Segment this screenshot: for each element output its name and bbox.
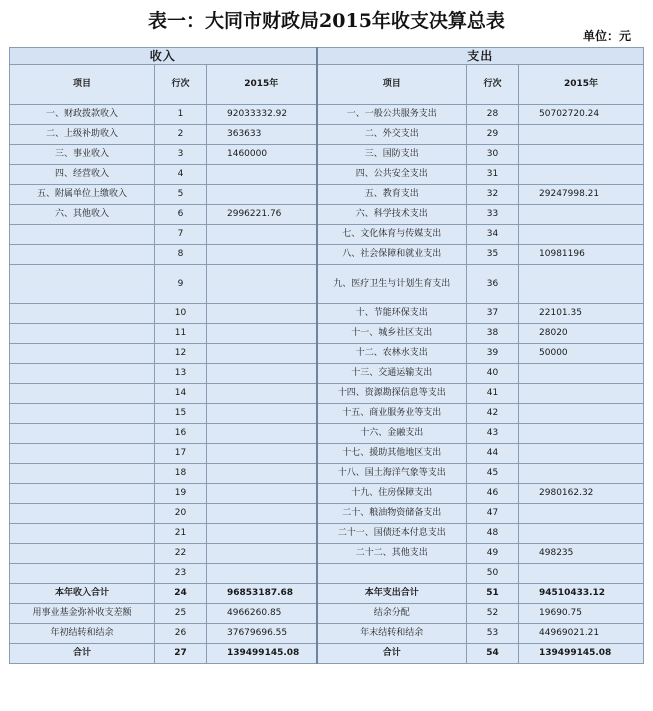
table-body <box>10 105 644 664</box>
income-row-no: 9 <box>155 265 207 304</box>
table-row <box>10 304 644 324</box>
income-value <box>207 524 317 544</box>
income-item <box>10 444 155 464</box>
total-expense-item: 合计 <box>317 644 467 664</box>
expense-item: 六、科学技术支出 <box>317 205 467 225</box>
income-row-no: 16 <box>155 424 207 444</box>
income-item <box>10 225 155 245</box>
table-row <box>10 105 644 125</box>
income-value <box>207 444 317 464</box>
expense-row-no: 33 <box>467 205 519 225</box>
expense-value <box>519 444 644 464</box>
total-expense-item: 结余分配 <box>317 604 467 624</box>
income-row-no: 7 <box>155 225 207 245</box>
expense-value <box>519 225 644 245</box>
income-row-no: 4 <box>155 165 207 185</box>
expense-item: 十二、农林水支出 <box>317 344 467 364</box>
expense-item: 九、医疗卫生与计划生育支出 <box>317 265 467 304</box>
total-expense-item: 年末结转和结余 <box>317 624 467 644</box>
table-row <box>10 464 644 484</box>
total-income-value: 4966260.85 <box>207 604 317 624</box>
income-row-no: 20 <box>155 504 207 524</box>
expense-item: 二十一、国债还本付息支出 <box>317 524 467 544</box>
income-item <box>10 404 155 424</box>
expense-row-no: 43 <box>467 424 519 444</box>
expense-row-no: 30 <box>467 145 519 165</box>
expense-item: 二十、粮油物资储备支出 <box>317 504 467 524</box>
total-income-row-no: 25 <box>155 604 207 624</box>
expense-item: 十一、城乡社区支出 <box>317 324 467 344</box>
income-item <box>10 324 155 344</box>
expense-item: 十七、援助其他地区支出 <box>317 444 467 464</box>
income-row-no: 22 <box>155 544 207 564</box>
table-row <box>10 444 644 464</box>
expense-item: 二十二、其他支出 <box>317 544 467 564</box>
expense-item: 二、外交支出 <box>317 125 467 145</box>
total-income-value: 96853187.68 <box>207 584 317 604</box>
income-value <box>207 544 317 564</box>
income-item <box>10 544 155 564</box>
col-income-item: 项目 <box>10 65 155 105</box>
expense-item: 七、文化体育与传媒支出 <box>317 225 467 245</box>
expense-item: 十六、金融支出 <box>317 424 467 444</box>
expense-value: 28020 <box>519 324 644 344</box>
table-row <box>10 564 644 584</box>
expense-value <box>519 165 644 185</box>
total-income-row-no: 27 <box>155 644 207 664</box>
expense-row-no: 31 <box>467 165 519 185</box>
income-row-no: 8 <box>155 245 207 265</box>
expense-value <box>519 404 644 424</box>
income-value <box>207 165 317 185</box>
expense-item: 十八、国土海洋气象等支出 <box>317 464 467 484</box>
income-item <box>10 564 155 584</box>
expense-item: 十三、交通运输支出 <box>317 364 467 384</box>
income-value <box>207 265 317 304</box>
expense-item <box>317 564 467 584</box>
expense-value: 2980162.32 <box>519 484 644 504</box>
income-item <box>10 344 155 364</box>
income-value <box>207 384 317 404</box>
income-value <box>207 324 317 344</box>
total-income-value: 37679696.55 <box>207 624 317 644</box>
income-header: 收入 <box>10 48 317 65</box>
expense-item: 十、节能环保支出 <box>317 304 467 324</box>
total-expense-row-no: 51 <box>467 584 519 604</box>
total-expense-value: 44969021.21 <box>519 624 644 644</box>
expense-value <box>519 504 644 524</box>
expense-row-no: 46 <box>467 484 519 504</box>
income-value <box>207 404 317 424</box>
income-item: 一、财政拨款收入 <box>10 105 155 125</box>
expense-row-no: 38 <box>467 324 519 344</box>
expense-row-no: 50 <box>467 564 519 584</box>
table-row <box>10 225 644 245</box>
col-income-year: 2015年 <box>207 65 317 105</box>
expense-row-no: 44 <box>467 444 519 464</box>
income-row-no: 12 <box>155 344 207 364</box>
income-value <box>207 245 317 265</box>
expense-value <box>519 384 644 404</box>
expense-item: 四、公共安全支出 <box>317 165 467 185</box>
expense-value <box>519 424 644 444</box>
col-expense-row-no: 行次 <box>467 65 519 105</box>
table-row <box>10 524 644 544</box>
total-row <box>10 624 644 644</box>
table-row <box>10 205 644 225</box>
total-income-value: 139499145.08 <box>207 644 317 664</box>
income-item <box>10 364 155 384</box>
col-income-row-no: 行次 <box>155 65 207 105</box>
total-expense-value: 139499145.08 <box>519 644 644 664</box>
table-row <box>10 145 644 165</box>
expense-value <box>519 564 644 584</box>
expense-item: 五、教育支出 <box>317 185 467 205</box>
table-row <box>10 245 644 265</box>
income-row-no: 13 <box>155 364 207 384</box>
table-row <box>10 185 644 205</box>
expense-value: 29247998.21 <box>519 185 644 205</box>
expense-row-no: 49 <box>467 544 519 564</box>
income-row-no: 21 <box>155 524 207 544</box>
total-expense-item: 本年支出合计 <box>317 584 467 604</box>
table-row <box>10 504 644 524</box>
table-row <box>10 125 644 145</box>
expense-row-no: 29 <box>467 125 519 145</box>
income-value: 1460000 <box>207 145 317 165</box>
income-item: 五、附属单位上缴收入 <box>10 185 155 205</box>
total-income-item: 年初结转和结余 <box>10 624 155 644</box>
table-row <box>10 544 644 564</box>
income-value: 2996221.76 <box>207 205 317 225</box>
total-expense-row-no: 53 <box>467 624 519 644</box>
expense-row-no: 41 <box>467 384 519 404</box>
income-row-no: 19 <box>155 484 207 504</box>
total-row <box>10 604 644 624</box>
income-item: 六、其他收入 <box>10 205 155 225</box>
expense-value: 10981196 <box>519 245 644 265</box>
income-value <box>207 484 317 504</box>
page-title: 表一：大同市财政局2015年收支决算总表 <box>148 10 505 32</box>
income-row-no: 17 <box>155 444 207 464</box>
income-item <box>10 245 155 265</box>
total-row <box>10 644 644 664</box>
expense-value: 22101.35 <box>519 304 644 324</box>
expense-row-no: 34 <box>467 225 519 245</box>
income-row-no: 15 <box>155 404 207 424</box>
expense-row-no: 40 <box>467 364 519 384</box>
expense-row-no: 28 <box>467 105 519 125</box>
total-expense-row-no: 52 <box>467 604 519 624</box>
income-item: 二、上级补助收入 <box>10 125 155 145</box>
expense-item: 三、国防支出 <box>317 145 467 165</box>
income-row-no: 1 <box>155 105 207 125</box>
income-item <box>10 424 155 444</box>
expense-row-no: 37 <box>467 304 519 324</box>
income-value <box>207 424 317 444</box>
income-row-no: 10 <box>155 304 207 324</box>
income-item <box>10 524 155 544</box>
expense-item: 十五、商业服务业等支出 <box>317 404 467 424</box>
expense-value <box>519 125 644 145</box>
expense-value <box>519 364 644 384</box>
income-item <box>10 265 155 304</box>
expense-value <box>519 464 644 484</box>
income-item: 三、事业收入 <box>10 145 155 165</box>
total-income-row-no: 24 <box>155 584 207 604</box>
table-row <box>10 364 644 384</box>
income-value: 92033332.92 <box>207 105 317 125</box>
income-value <box>207 344 317 364</box>
expense-value <box>519 145 644 165</box>
table-row <box>10 344 644 364</box>
table-row <box>10 265 644 304</box>
expense-value <box>519 524 644 544</box>
income-row-no: 3 <box>155 145 207 165</box>
expense-item: 八、社会保障和就业支出 <box>317 245 467 265</box>
expense-row-no: 39 <box>467 344 519 364</box>
table-row <box>10 324 644 344</box>
income-item <box>10 304 155 324</box>
table-row <box>10 165 644 185</box>
income-item: 四、经营收入 <box>10 165 155 185</box>
income-row-no: 2 <box>155 125 207 145</box>
income-value <box>207 185 317 205</box>
expense-row-no: 42 <box>467 404 519 424</box>
expense-value: 50000 <box>519 344 644 364</box>
income-row-no: 18 <box>155 464 207 484</box>
income-value <box>207 304 317 324</box>
col-expense-year: 2015年 <box>519 65 644 105</box>
expense-row-no: 47 <box>467 504 519 524</box>
table-row <box>10 404 644 424</box>
expense-value: 498235 <box>519 544 644 564</box>
total-income-item: 用事业基金弥补收支差额 <box>10 604 155 624</box>
table-row <box>10 384 644 404</box>
expense-value <box>519 265 644 304</box>
expense-row-no: 32 <box>467 185 519 205</box>
income-row-no: 14 <box>155 384 207 404</box>
budget-table <box>9 47 644 664</box>
expense-row-no: 35 <box>467 245 519 265</box>
expense-row-no: 45 <box>467 464 519 484</box>
income-row-no: 6 <box>155 205 207 225</box>
expense-item: 一、一般公共服务支出 <box>317 105 467 125</box>
income-row-no: 23 <box>155 564 207 584</box>
income-row-no: 5 <box>155 185 207 205</box>
total-expense-value: 19690.75 <box>519 604 644 624</box>
income-value <box>207 504 317 524</box>
income-item <box>10 384 155 404</box>
expense-value: 50702720.24 <box>519 105 644 125</box>
income-value: 363633 <box>207 125 317 145</box>
table-row <box>10 484 644 504</box>
unit-label: 单位：元 <box>582 29 631 43</box>
income-value <box>207 564 317 584</box>
expense-header: 支出 <box>317 48 644 65</box>
income-item <box>10 464 155 484</box>
income-value <box>207 464 317 484</box>
total-income-item: 本年收入合计 <box>10 584 155 604</box>
total-income-row-no: 26 <box>155 624 207 644</box>
table-row <box>10 424 644 444</box>
total-row <box>10 584 644 604</box>
expense-item: 十九、住房保障支出 <box>317 484 467 504</box>
income-value <box>207 364 317 384</box>
expense-row-no: 36 <box>467 265 519 304</box>
income-item <box>10 504 155 524</box>
income-item <box>10 484 155 504</box>
expense-value <box>519 205 644 225</box>
income-row-no: 11 <box>155 324 207 344</box>
total-expense-row-no: 54 <box>467 644 519 664</box>
total-income-item: 合计 <box>10 644 155 664</box>
col-expense-item: 项目 <box>317 65 467 105</box>
expense-row-no: 48 <box>467 524 519 544</box>
total-expense-value: 94510433.12 <box>519 584 644 604</box>
expense-item: 十四、资源勘探信息等支出 <box>317 384 467 404</box>
income-value <box>207 225 317 245</box>
